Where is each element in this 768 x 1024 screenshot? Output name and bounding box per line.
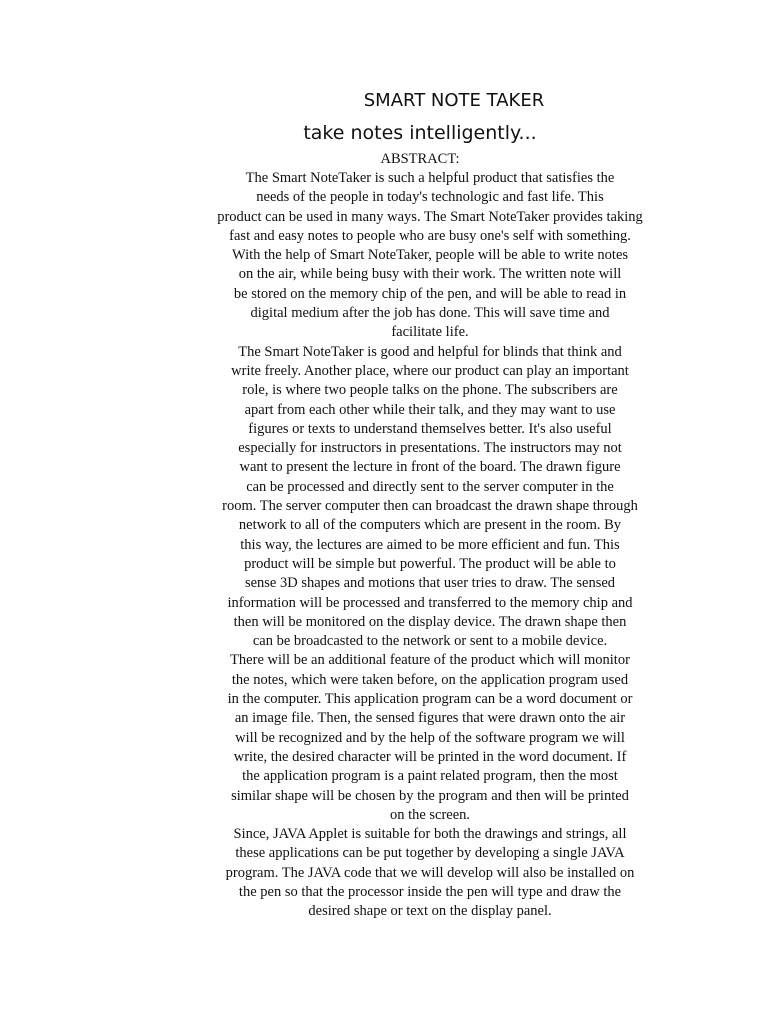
text-line: product can be used in many ways. The Smart NoteTaker provides taking [217, 208, 643, 225]
text-line: With the help of Smart NoteTaker, people will be able to write notes [231, 247, 629, 264]
section-heading-abstract: ABSTRACT: [380, 151, 460, 167]
document-subtitle: take notes intelligently... [303, 122, 537, 144]
text-line: needs of the people in today's technologic and fast life. This [256, 189, 604, 206]
text-line: room. The server computer then can broadcast the drawn shape through [222, 498, 638, 515]
text-line: information will be processed and transferred to the memory chip and [227, 594, 633, 611]
text-line: write, the desired character will be printed in the word document. If [233, 748, 627, 765]
text-line: facilitate life. [391, 324, 469, 341]
abstract-body [200, 169, 660, 922]
text-line: can be broadcasted to the network or sent to a mobile device. [252, 633, 608, 650]
text-line: Since, JAVA Applet is suitable for both the drawings and strings, all [233, 826, 627, 843]
text-line: the notes, which were taken before, on the application program used [231, 671, 629, 688]
text-line: these applications can be put together by developing a single JAVA [235, 845, 625, 862]
text-line: The Smart NoteTaker is such a helpful product that satisfies the [245, 170, 615, 186]
text-line: write freely. Another place, where our product can play an important [231, 362, 629, 379]
text-line: apart from each other while their talk, and they may want to use [244, 401, 616, 418]
document-title: SMART NOTE TAKER [363, 90, 545, 111]
text-line: figures or texts to understand themselves better. It's also useful [248, 420, 612, 437]
text-line: on the screen. [389, 806, 471, 823]
text-line: There will be an additional feature of the product which will monitor [230, 652, 630, 669]
text-line: the application program is a paint related program, then the most [242, 768, 618, 785]
text-line: especially for instructors in presentations. The instructors may not [238, 440, 622, 457]
text-line: program. The JAVA code that we will develop will also be installed on [225, 864, 635, 881]
text-line: the pen so that the processor inside the pen will type and draw the [238, 883, 622, 900]
text-line: product will be simple but powerful. The product will be able to [244, 555, 616, 572]
text-line: role, is where two people talks on the phone. The subscribers are [242, 382, 618, 399]
text-line: then will be monitored on the display device. The drawn shape then [233, 613, 627, 630]
text-line: in the computer. This application program can be a word document or [227, 691, 633, 708]
text-line: similar shape will be chosen by the program and then will be printed [231, 787, 629, 804]
text-line: fast and easy notes to people who are busy one's self with something. [229, 227, 631, 244]
text-line: sense 3D shapes and motions that user tries to draw. The sensed [244, 575, 616, 592]
text-line: digital medium after the job has done. This will save time and [250, 305, 610, 322]
text-line: The Smart NoteTaker is good and helpful for blinds that think and [238, 343, 622, 360]
text-line: desired shape or text on the display panel. [308, 903, 552, 920]
text-line: will be recognized and by the help of the software program we will [235, 729, 625, 746]
text-line: on the air, while being busy with their work. The written note will [238, 266, 622, 283]
text-line: be stored on the memory chip of the pen, and will be able to read in [233, 285, 627, 302]
text-line: want to present the lecture in front of the board. The drawn figure [239, 459, 621, 476]
text-line: network to all of the computers which are present in the room. By [238, 517, 622, 534]
text-line: can be processed and directly sent to the server computer in the [246, 478, 614, 495]
text-line: this way, the lectures are aimed to be more efficient and fun. This [240, 536, 620, 553]
text-line: an image file. Then, the sensed figures that were drawn onto the air [234, 710, 626, 727]
